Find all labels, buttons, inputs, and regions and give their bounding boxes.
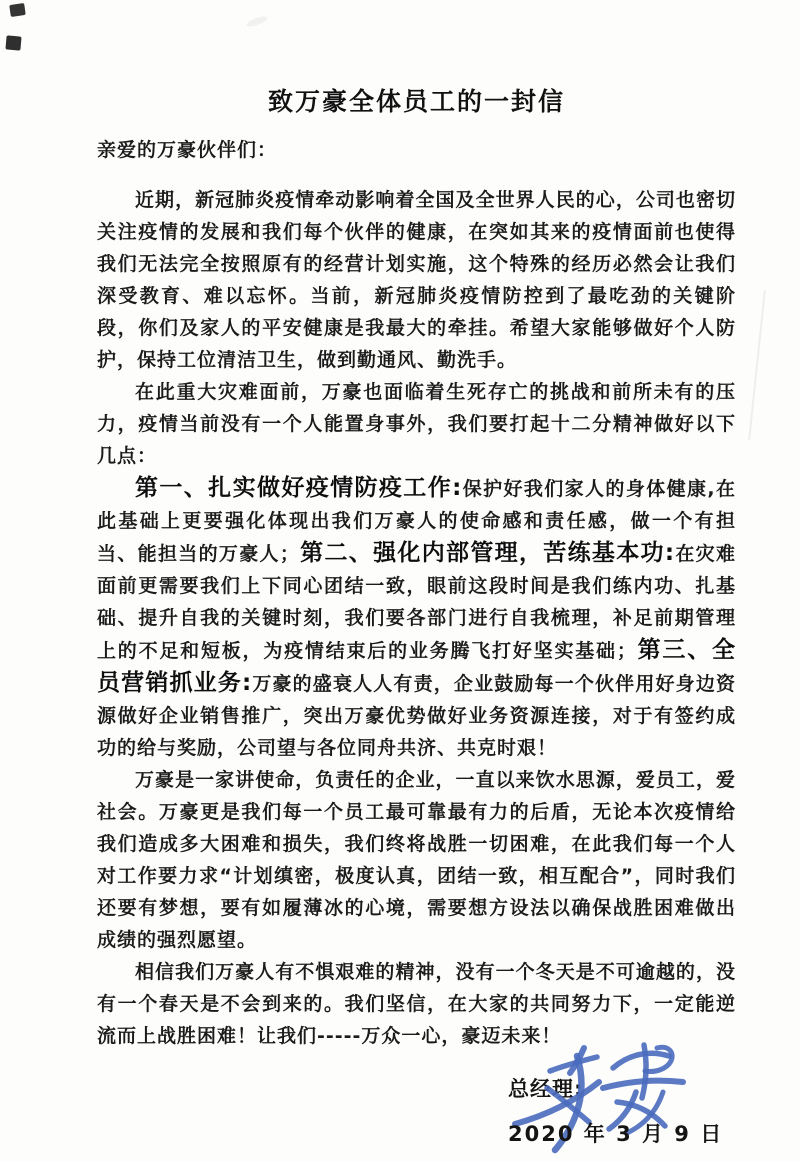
signature-block [97,1058,736,1162]
letter-date: 2020 年 3 月 9 日 [508,1122,724,1146]
body-text-segment: 万豪的盛衰人人有责，企业鼓励每一个伙伴用好身边资源做好企业销售推广，突出万豪优势做好业务资源连接，对于有签约成功的给与奖励，公司望与各位同舟共济、共克时艰！ [97,673,736,759]
body-text-segment: 在灾难面前更需要我们上下同心团结一致，眼前这段时间是我们练内功、扎基础、提升自我的关键时刻，我们要各部门进行自我梳理，补足前期管理上的不足和短板，为疫情结束后的业务腾飞打好坚实基础； [97,543,736,662]
paragraph [97,472,736,764]
letter-title: 致万豪全体员工的一封信 [267,87,565,116]
section-heading: 第一、扎实做好疫情防疫工作: [135,475,463,501]
body-text-segment: 在此重大灾难面前，万豪也面临着生死存亡的挑战和前所未有的压力，疫情当前没有一个人能置身事外，我们要打起十二分精神做好以下几点： [97,381,736,467]
paragraph [97,376,736,472]
body-text-segment: 相信我们万豪人有不惧艰难的精神，没有一个冬天是不可逾越的，没有一个春天是不会到来的。我们坚信，在大家的共同努力下，一定能逆流而上战胜困难！让我们-----万众一心，豪迈未来！ [97,961,736,1047]
letter-body [97,184,736,1052]
salutation: 亲爱的万豪伙伴们： [97,139,278,161]
body-text-segment: 万豪是一家讲使命，负责任的企业，一直以来饮水思源，爱员工，爱社会。万豪更是我们每一个员工最可靠最有力的后盾，无论本次疫情给我们造成多大困难和损失，我们终将战胜一切困难，在此我们每一个人对工作要力求“计划缜密，极度认真，团结一致，相互配合”，同时我们还要有梦想，要有如履薄冰的心境，需要想方设法以确保战胜困难做出成绩的强烈愿望。 [97,769,736,951]
paragraph [97,956,736,1052]
section-heading: 第二、强化内部管理，苦练基本功: [299,540,676,566]
signer-role-label: 总经理: [508,1077,584,1101]
paragraph [97,764,736,956]
body-text-segment: 保护好我们家人的身体健康,在此基础上更要强化体现出我们万豪人的使命感和责任感，做一个有担当、能担当的万豪人； [97,478,737,565]
body-text-segment: 近期，新冠肺炎疫情牵动影响着全国及全世界人民的心，公司也密切关注疫情的发展和我们每个伙伴的健康，在突如其来的疫情面前也使得我们无法完全按照原有的经营计划实施，这个特殊的经历必然会让我们深受教育、难以忘怀。当前，新冠肺炎疫情防控到了最吃劲的关键阶段，你们及家人的平安健康是我最大的牵挂。希望大家能够做好个人防护，保持工位清洁卫生，做到勤通风、勤洗手。 [97,189,736,371]
paragraph [97,184,736,376]
section-heading: 第三、全员营销抓业务: [97,637,736,696]
